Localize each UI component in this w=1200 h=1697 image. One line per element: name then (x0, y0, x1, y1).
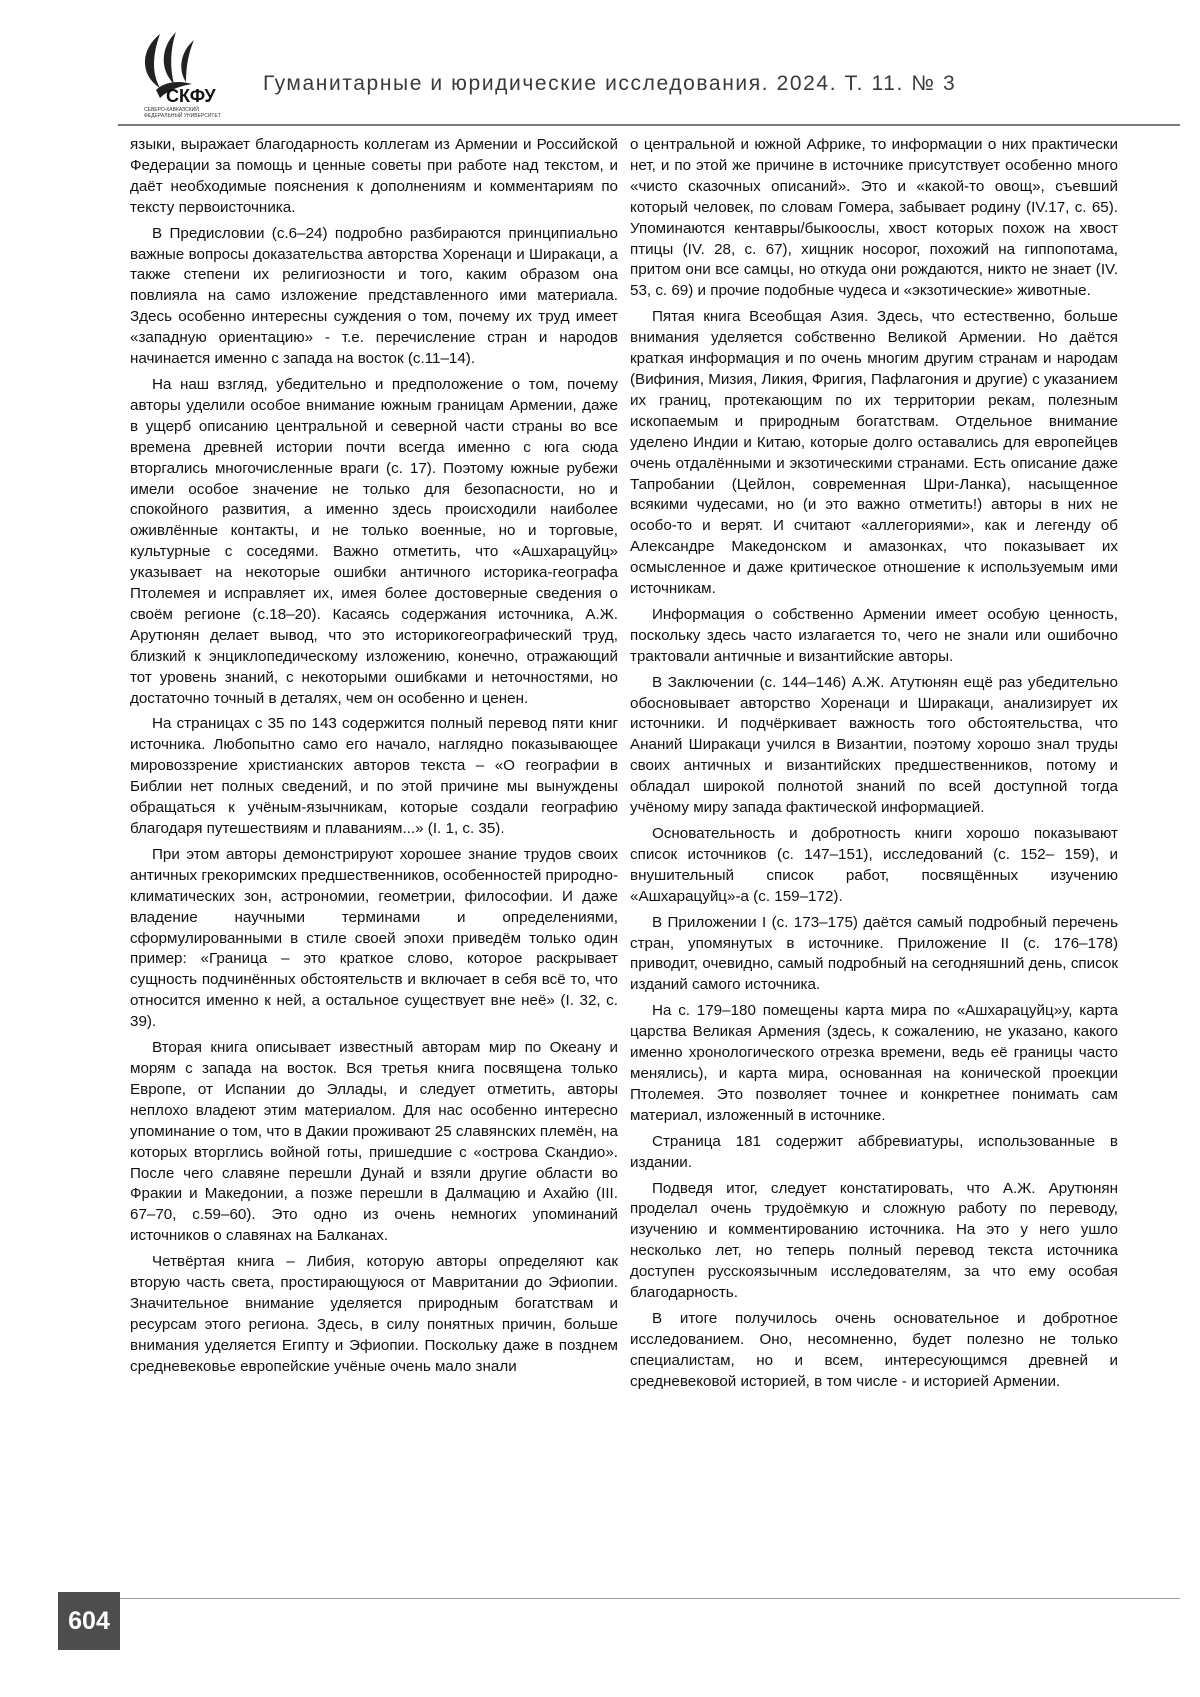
paragraph: языки, выражает благодарность коллегам из Армении и Российской Федерации за помощь и ценные советы при работе над текстом, и даёт необходимые пояснения к дополнениям и комментариям по тексту первоисточника. (130, 135, 618, 219)
logo-subtitle-2: ФЕДЕРАЛЬНЫЙ УНИВЕРСИТЕТ (144, 111, 221, 119)
paragraph: Вторая книга описывает известный авторам мир по Океану и морям с запада на восток. Вся третья книга посвящена только Европе, от Испании до Эллады, и следует отметить, авторы неплохо владеют этим материалом. Для нас особенно интересно упоминание о том, что в Дакии проживают 25 славянских племён, на которых вторглись войной готы, пришедшие с «острова Скандио». После чего славяне перешли Дунай и взяли другие области во Фракии и Македонии, а позже перешли в Далмацию и Ахайю (III. 67–70, с.59–60). Это одно из очень немногих упоминаний источников о славянах на Балканах. (130, 1038, 618, 1247)
paragraph: Страница 181 содержит аббревиатуры, использованные в издании. (630, 1132, 1118, 1174)
journal-title: Гуманитарные и юридические исследования. 2024. Т. 11. № 3 (263, 72, 956, 96)
paragraph: о центральной и южной Африке, то информации о них практически нет, и по этой же причине в источнике присутствует особенно много «чисто сказочных описаний». Это и «какой-то овощ», съевший который человек, по словам Гомера, забывает родину (IV.17, с. 65). Упоминаются кентавры/быкоослы, хвост которых похож на хвост птицы (IV. 28, с. 67), хищник носорог, похожий на гиппопотама, притом они все самцы, но откуда они рождаются, никто не знает (IV. 53, с. 69) и прочие подобные чудеса и «экзотические» животные. (630, 135, 1118, 302)
paragraph: На страницах с 35 по 143 содержится полный перевод пяти книг источника. Любопытно само его начало, наглядно показывающее мировоззрение христианских авторов текста – «О географии в Библии нет полных сведений, и по этой причине мы вынуждены обращаться к учёным-язычникам, которые создали географию благодаря путешествиям и плаваниям...» (I. 1, с. 35). (130, 714, 618, 839)
left-column (130, 135, 618, 1383)
paragraph: В Предисловии (с.6–24) подробно разбираются принципиально важные вопросы доказательства авторства Хоренаци и Ширакаци, а также степени их религиозности и того, каким образом она повлияла на само изложение представленного ими материала. Здесь особенно интересны суждения о том, почему их труд имеет «западную ориентацию» - т.е. перечисление стран и народов начинается именно с запада на восток (с.11–14). (130, 224, 618, 370)
university-logo (130, 30, 238, 120)
header-rule (118, 124, 1180, 126)
logo-subtitle-1: СЕВЕРО-КАВКАЗСКИЙ (144, 105, 199, 113)
paragraph: При этом авторы демонстрируют хорошее знание трудов своих античных грекоримских предшественников, особенностей природно-климатических зон, астрономии, геометрии, философии. И даже владение научными терминами и определениями, сформулированными в стиле своей эпохи приведём только один пример: «Граница – это краткое слово, которое раскрывает сущность подчинённых обстоятельств и включает в себя всё то, что относится именно к ней, а остальное существует вне неё» (I. 32, с. 39). (130, 845, 618, 1033)
paragraph: Подведя итог, следует констатировать, что А.Ж. Арутюнян проделал очень трудоёмкую и сложную работу по переводу, изучению и комментированию источника. На это у него ушло несколько лет, но теперь полный перевод текста источника доступен русскоязычным исследователям, за что ему особая благодарность. (630, 1179, 1118, 1304)
paragraph: В Заключении (с. 144–146) А.Ж. Атутюнян ещё раз убедительно обосновывает авторство Хоренаци и Ширакаци, анализирует их источники. И подчёркивает важность того обстоятельства, что Ананий Ширакаци учился в Византии, поэтому хорошо знал труды своих античных и византийских предшественников, потому и обладал широкой полнотой знаний по всей доступной тогда учёному миру запада фактической информацией. (630, 673, 1118, 819)
paragraph: На наш взгляд, убедительно и предположение о том, почему авторы уделили особое внимание южным границам Армении, даже в ущерб описанию центральной и северной части страны во все времена древней истории почти всегда именно с юга сюда вторгались многочисленные враги (с. 17). Поэтому южные рубежи имели особое значение не только для безопасности, но и спокойного развития, а именно здесь происходили наиболее оживлённые контакты, и не только военные, но и торговые, культурные с соседями. Важно отметить, что «Ашхарацуйц» указывает на некоторые ошибки античного историка-географа Птолемея и исправляет их, имея более достоверные сведения о своём регионе (с.18–20). Касаясь содержания источника, А.Ж. Арутюнян делает вывод, что это историкогеографический труд, близкий к энциклопедическому изложению, конечно, отражающий тот уровень знаний, с некоторыми ошибками и неточностями, но достаточно точный в деталях, чем он особенно и ценен. (130, 375, 618, 710)
paragraph: На с. 179–180 помещены карта мира по «Ашхарацуйц»у, карта царства Великая Армения (здесь, к сожалению, не указано, какого именно хронологического отрезка времени, ведь её границы часто менялись), и карта мира, основанная на конической проекции Птолемея. Это позволяет точнее и конкретнее понимать сам материал, изложенный в источнике. (630, 1001, 1118, 1126)
page-header (118, 30, 1180, 125)
page-number: 604 (58, 1592, 120, 1650)
paragraph: Основательность и добротность книги хорошо показывают список источников (с. 147–151), исследований (с. 152– 159), и внушительный список работ, посвящённых изучению «Ашхарацуйц»-а (с. 159–172). (630, 824, 1118, 908)
logo-text: СКФУ (166, 86, 216, 106)
paragraph: В Приложении I (с. 173–175) даётся самый подробный перечень стран, упомянутых в источнике. Приложение II (с. 176–178) приводит, очевидно, самый подробный на сегодняшний день, список изданий самого источника. (630, 913, 1118, 997)
footer-rule (118, 1598, 1180, 1599)
paragraph: Пятая книга Всеобщая Азия. Здесь, что естественно, больше внимания уделяется собственно Великой Армении. Но даётся краткая информация и по очень многим другим странам и народам (Вифиния, Мизия, Ликия, Фригия, Пафлагония и другие) с указанием их границ, протекающим по их территории рекам, полезным ископаемым и природным богатствам. Отдельное внимание уделено Индии и Китаю, которые долго оставались для европейцев очень отдалёнными и экзотическими странами. Есть описание даже Тапробании (Цейлон, современная Шри-Ланка), насыщенное всякими чудесами, но (и это важно отметить!) авторы в них не особо-то и верят. И считают «аллегориями», как и легенду об Александре Македонском и амазонках, что показывает их осмысленное и даже критическое отношение к используемым ими источникам. (630, 307, 1118, 600)
paragraph: Четвёртая книга – Либия, которую авторы определяют как вторую часть света, простирающуюся от Мавритании до Эфиопии. Значительное внимание уделяется природным богатствам и ресурсам этого региона. Здесь, в силу понятных причин, больше внимания уделяется Египту и Эфиопии. Поскольку даже в позднем средневековье европейские учёные очень мало знали (130, 1252, 618, 1377)
paragraph: Информация о собственно Армении имеет особую ценность, поскольку здесь часто излагается то, чего не знали или ошибочно трактовали античные и византийские авторы. (630, 605, 1118, 668)
paragraph: В итоге получилось очень основательное и добротное исследованием. Оно, несомненно, будет полезно не только специалистам, но и всем, интересующимся древней и средневековой историей, в том числе - и историей Армении. (630, 1309, 1118, 1393)
right-column (630, 135, 1118, 1398)
